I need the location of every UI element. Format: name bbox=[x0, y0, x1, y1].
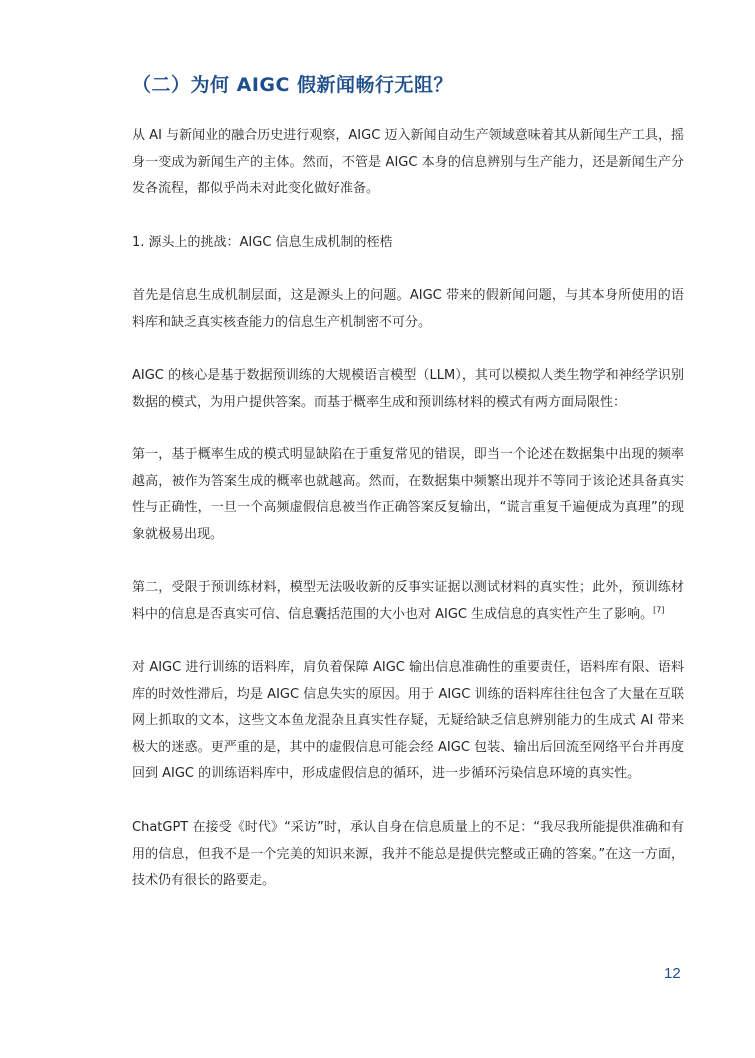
paragraph-llm-core: AIGC 的核心是基于数据预训练的大规模语言模型（LLM），其可以模拟人类生物学和神经学识别数据的模式，为用户提供答案。而基于概率生成和预训练材料的模式有两方面局限性： bbox=[132, 368, 684, 410]
paragraph-corpus: 对 AIGC 进行训练的语料库，肩负着保障 AIGC 输出信息准确性的重要责任，语料库有限、语料库的时效性滞后，均是 AIGC 信息失实的原因。用于 AIGC 训练的语料库往往包含了大量在互联网上抓取的文本，这些文本鱼龙混杂且真实性存疑，无疑给缺乏信息辨别能力的生成式 AI 带来极大的迷惑。更严重的是，其中的虚假信息可能会经 AIGC 包装、输出后回流至网络平台并再度回到 AIGC 的训练语料库中，形成虚假信息的循环，进一步循环污染信息环境的真实性。 bbox=[132, 660, 684, 781]
paragraph-source-problem: 首先是信息生成机制层面，这是源头上的问题。AIGC 带来的假新闻问题，与其本身所使用的语料库和缺乏真实核查能力的信息生产机制密不可分。 bbox=[132, 288, 684, 330]
intro-paragraph: 从 AI 与新闻业的融合历史进行观察，AIGC 迈入新闻自动生产领域意味着其从新闻生产工具，摇身一变成为新闻生产的主体。然而，不管是 AIGC 本身的信息辨别与生产能力，还是新闻生产分发各流程，都似乎尚未对此变化做好准备。 bbox=[132, 128, 684, 196]
footnote-reference[interactable]: [7] bbox=[653, 605, 665, 615]
paragraph-second-point bbox=[132, 575, 684, 628]
paragraph-chatgpt: ChatGPT 在接受《时代》“采访”时，承认自身在信息质量上的不足：“我尽我所能提供准确和有用的信息，但我不是一个完美的知识来源，我并不能总是提供完整或正确的答案。”在这一方面，技术仍有很长的路要走。 bbox=[132, 820, 684, 888]
subheading: 1. 源头上的挑战：AIGC 信息生成机制的桎梏 bbox=[132, 235, 393, 250]
section-title: （二）为何 AIGC 假新闻畅行无阻？ bbox=[132, 74, 454, 96]
second-point-text: 第二，受限于预训练材料，模型无法吸收新的反事实证据以测试材料的真实性；此外，预训练材料中的信息是否真实可信、信息囊括范围的大小也对 AIGC 生成信息的真实性产生了影响。 bbox=[132, 580, 684, 622]
page-number: 12 bbox=[664, 965, 681, 982]
paragraph-first-point: 第一，基于概率生成的模式明显缺陷在于重复常见的错误，即当一个论述在数据集中出现的频率越高，被作为答案生成的概率也就越高。然而，在数据集中频繁出现并不等同于该论述具备真实性与正确性，一旦一个高频虚假信息被当作正确答案反复输出，“谎言重复千遍便成为真理”的现象就极易出现。 bbox=[132, 447, 684, 542]
